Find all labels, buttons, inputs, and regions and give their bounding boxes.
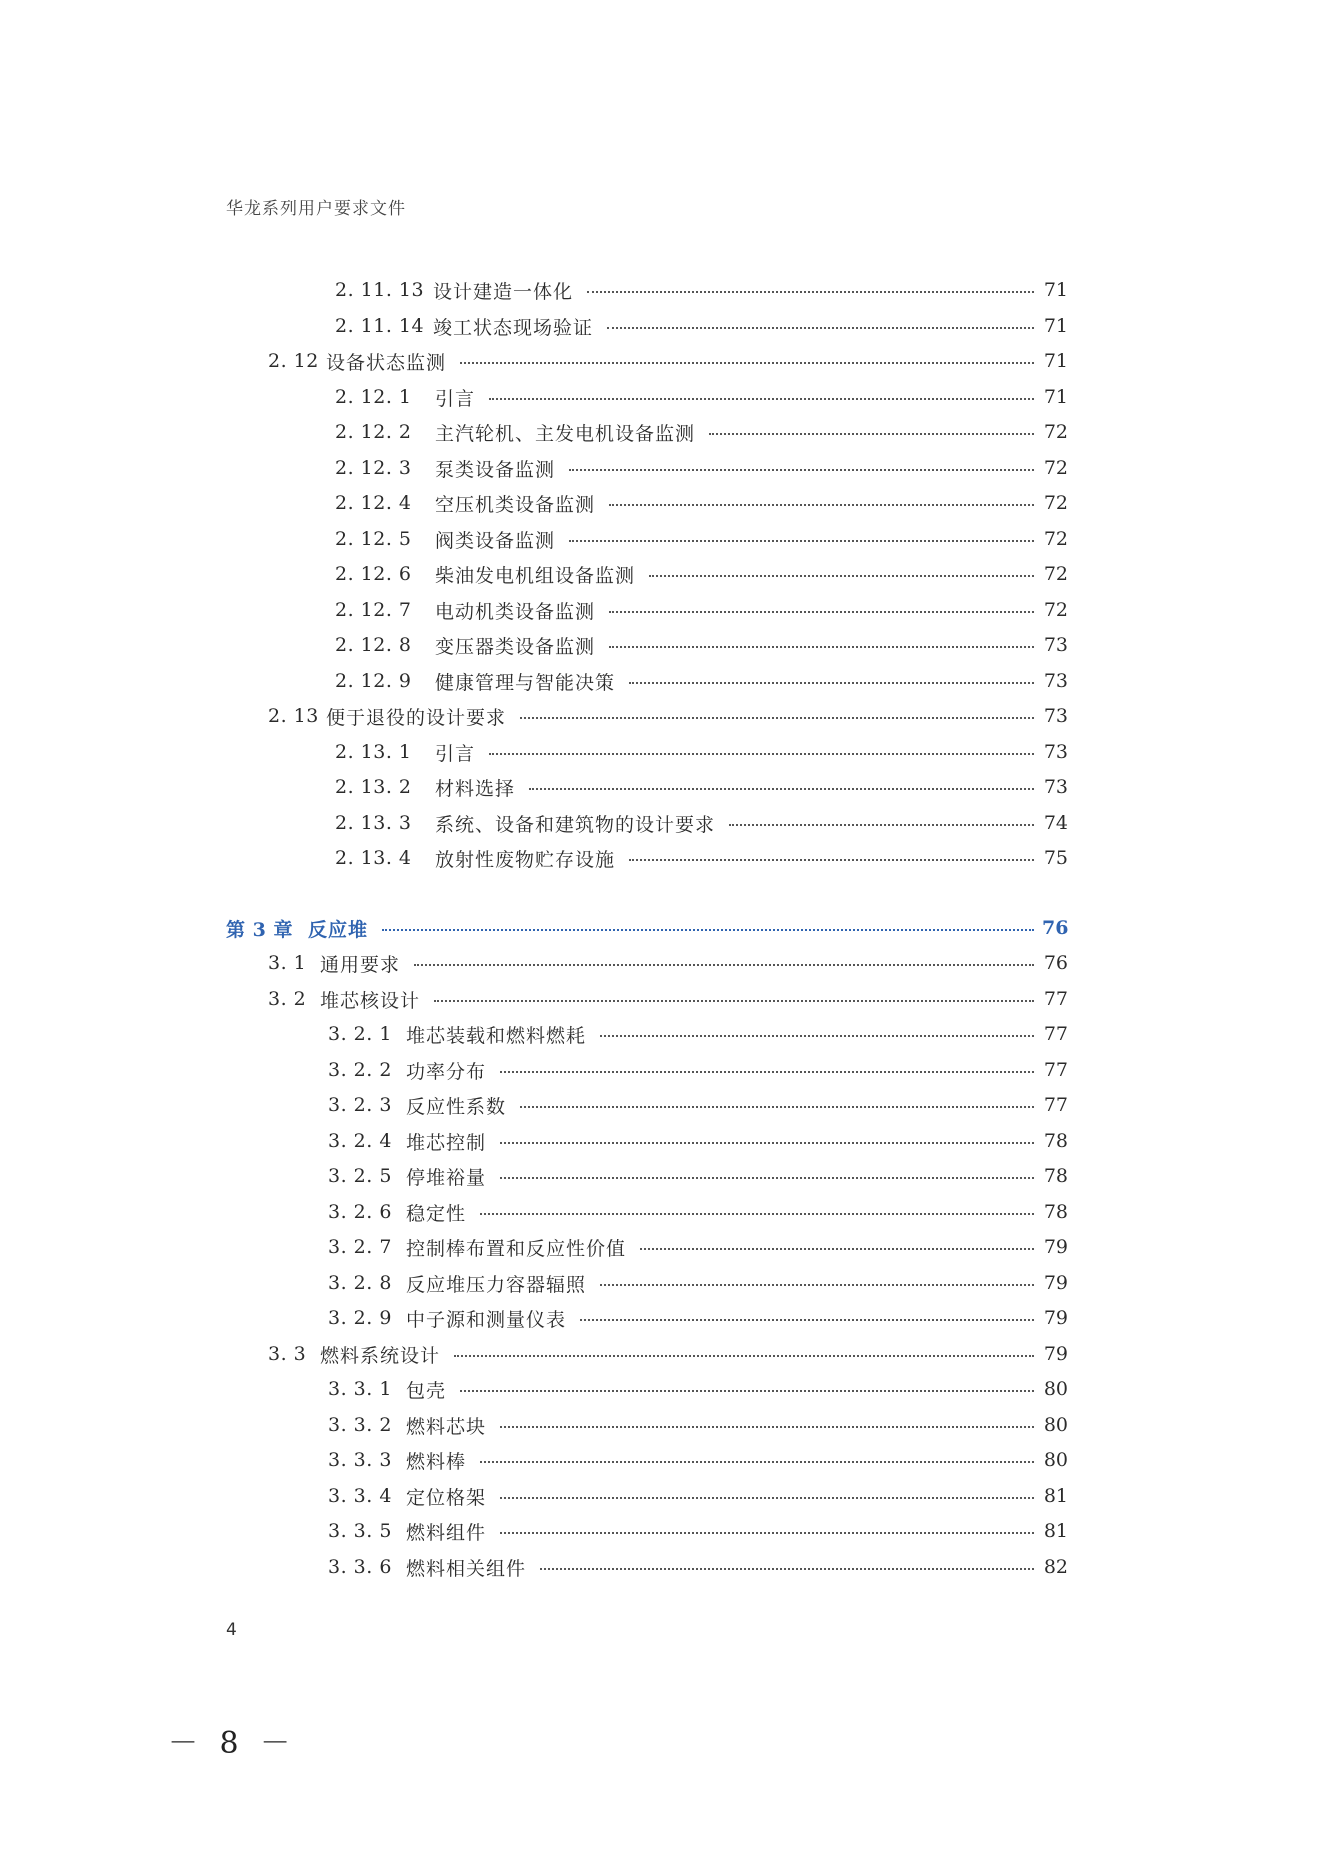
toc-dot-leader <box>569 469 1034 471</box>
toc-entry-page: 78 <box>1043 1201 1068 1223</box>
toc-entry-number: 2. 12 <box>268 350 319 372</box>
toc-dot-leader <box>460 362 1034 364</box>
toc-entry <box>328 1197 1068 1227</box>
toc-entry <box>335 524 1068 554</box>
toc-entry-page: 82 <box>1043 1556 1068 1578</box>
toc-dot-leader <box>607 327 1034 329</box>
toc-entry-title: 堆芯控制 <box>406 1131 487 1154</box>
toc-entry-title: 通用要求 <box>320 953 401 976</box>
toc-entry <box>328 1445 1068 1475</box>
toc-entry-number: 3. 2. 8 <box>328 1272 392 1294</box>
toc-entry-number: 3. 3. 3 <box>328 1449 392 1471</box>
toc-entry-number: 3. 3. 5 <box>328 1520 392 1542</box>
toc-entry-number: 3. 1 <box>268 952 307 974</box>
toc-entry-title: 变压器类设备监测 <box>435 635 596 658</box>
toc-dot-leader <box>709 433 1034 435</box>
toc-entry <box>328 1268 1068 1298</box>
toc-chapter-entry <box>226 913 1068 943</box>
toc-entry <box>335 772 1068 802</box>
toc-entry-page: 71 <box>1043 315 1068 337</box>
running-header: 华龙系列用户要求文件 <box>226 199 406 219</box>
toc-dot-leader <box>649 575 1034 577</box>
toc-entry-title: 引言 <box>435 742 476 765</box>
toc-entry-number: 3. 3. 6 <box>328 1556 392 1578</box>
toc-entry <box>328 1019 1068 1049</box>
toc-entry-page: 79 <box>1043 1236 1068 1258</box>
toc-entry-page: 73 <box>1043 741 1068 763</box>
toc-entry-number: 2. 12. 5 <box>335 528 412 550</box>
toc-entry <box>268 701 1068 731</box>
toc-entry-page: 72 <box>1043 599 1068 621</box>
toc-entry-title: 设计建造一体化 <box>433 280 574 303</box>
toc-entry-title: 系统、设备和建筑物的设计要求 <box>435 813 716 836</box>
toc-entry-page: 77 <box>1043 1059 1068 1081</box>
toc-entry-number: 3. 2. 2 <box>328 1059 392 1081</box>
toc-entry-page: 72 <box>1043 421 1068 443</box>
toc-entry-page: 81 <box>1043 1485 1068 1507</box>
toc-entry-title: 健康管理与智能决策 <box>435 671 616 694</box>
toc-entry-number: 2. 13. 4 <box>335 847 412 869</box>
toc-entry-title: 控制棒布置和反应性价值 <box>406 1237 627 1260</box>
toc-entry <box>335 488 1068 518</box>
toc-entry-number: 2. 13. 2 <box>335 776 412 798</box>
toc-entry-page: 78 <box>1043 1130 1068 1152</box>
toc-entry-number: 3. 2. 9 <box>328 1307 392 1329</box>
toc-entry-number: 2. 11. 14 <box>335 315 425 337</box>
toc-entry-number: 3. 2. 4 <box>328 1130 392 1152</box>
toc-entry-number: 2. 12. 8 <box>335 634 412 656</box>
toc-entry-title: 堆芯核设计 <box>320 989 421 1012</box>
toc-entry-page: 77 <box>1043 1094 1068 1116</box>
toc-entry <box>335 737 1068 767</box>
toc-dot-leader <box>500 1426 1034 1428</box>
toc-entry-page: 72 <box>1043 563 1068 585</box>
toc-entry-page: 71 <box>1043 279 1068 301</box>
toc-entry-page: 73 <box>1043 670 1068 692</box>
toc-entry-number: 3. 3. 2 <box>328 1414 392 1436</box>
toc-entry-page: 80 <box>1043 1449 1068 1471</box>
toc-entry-title: 放射性废物贮存设施 <box>435 848 616 871</box>
toc-entry <box>335 453 1068 483</box>
toc-dot-leader <box>540 1568 1034 1570</box>
toc-dot-leader <box>529 788 1034 790</box>
toc-dot-leader <box>600 1035 1034 1037</box>
toc-dot-leader <box>500 1071 1034 1073</box>
toc-entry-page: 79 <box>1043 1272 1068 1294</box>
toc-entry-title: 功率分布 <box>406 1060 487 1083</box>
toc-entry <box>335 311 1068 341</box>
toc-dot-leader <box>454 1355 1034 1357</box>
toc-entry-title: 反应堆压力容器辐照 <box>406 1273 587 1296</box>
toc-dot-leader <box>629 859 1034 861</box>
toc-entry <box>328 1090 1068 1120</box>
toc-dot-leader <box>480 1461 1034 1463</box>
toc-entry-title: 设备状态监测 <box>326 351 447 374</box>
toc-entry-number: 2. 11. 13 <box>335 279 425 301</box>
toc-dot-leader <box>520 1106 1034 1108</box>
toc-dot-leader <box>580 1319 1034 1321</box>
toc-entry-page: 72 <box>1043 528 1068 550</box>
toc-entry <box>328 1126 1068 1156</box>
toc-dot-leader <box>382 929 1034 931</box>
toc-entry <box>328 1055 1068 1085</box>
toc-entry <box>335 417 1068 447</box>
toc-dot-leader <box>434 1000 1034 1002</box>
toc-entry-title: 燃料棒 <box>406 1450 467 1473</box>
toc-entry <box>328 1410 1068 1440</box>
toc-dot-leader <box>500 1142 1034 1144</box>
toc-entry-title: 空压机类设备监测 <box>435 493 596 516</box>
toc-entry-page: 72 <box>1043 492 1068 514</box>
toc-entry-number: 第 3 章 <box>226 918 293 941</box>
toc-entry-number: 2. 12. 3 <box>335 457 412 479</box>
toc-entry <box>328 1303 1068 1333</box>
toc-entry-page: 77 <box>1043 988 1068 1010</box>
toc-entry-title: 主汽轮机、主发电机设备监测 <box>435 422 696 445</box>
toc-entry-title: 稳定性 <box>406 1202 467 1225</box>
toc-entry <box>335 382 1068 412</box>
toc-entry-page: 74 <box>1043 812 1068 834</box>
toc-entry-title: 燃料组件 <box>406 1521 487 1544</box>
toc-entry-title: 便于退役的设计要求 <box>326 706 507 729</box>
toc-entry-title: 阀类设备监测 <box>435 529 556 552</box>
toc-entry-number: 3. 3 <box>268 1343 307 1365</box>
toc-dot-leader <box>609 504 1034 506</box>
toc-entry <box>268 948 1068 978</box>
toc-entry-title: 堆芯装载和燃料燃耗 <box>406 1024 587 1047</box>
toc-entry <box>268 984 1068 1014</box>
toc-entry-number: 2. 12. 6 <box>335 563 412 585</box>
toc-dot-leader <box>609 646 1034 648</box>
toc-entry-number: 3. 3. 4 <box>328 1485 392 1507</box>
toc-dot-leader <box>489 753 1034 755</box>
toc-dot-leader <box>489 398 1034 400</box>
toc-entry-page: 71 <box>1043 350 1068 372</box>
toc-entry <box>268 346 1068 376</box>
toc-entry-title: 包壳 <box>406 1379 447 1402</box>
toc-entry-title: 停堆裕量 <box>406 1166 487 1189</box>
toc-entry-page: 77 <box>1043 1023 1068 1045</box>
toc-entry <box>335 666 1068 696</box>
toc-entry <box>328 1516 1068 1546</box>
toc-entry-number: 3. 2. 7 <box>328 1236 392 1258</box>
toc-entry-title: 竣工状态现场验证 <box>433 316 594 339</box>
document-page-number: － 8 － <box>168 1726 297 1761</box>
toc-entry <box>328 1161 1068 1191</box>
toc-dot-leader <box>609 611 1034 613</box>
toc-entry <box>328 1552 1068 1582</box>
toc-entry-title: 燃料芯块 <box>406 1415 487 1438</box>
toc-entry-title: 燃料系统设计 <box>320 1344 441 1367</box>
toc-entry-page: 78 <box>1043 1165 1068 1187</box>
toc-entry-page: 80 <box>1043 1414 1068 1436</box>
toc-dot-leader <box>460 1390 1034 1392</box>
toc-dot-leader <box>500 1177 1034 1179</box>
toc-entry-title: 反应性系数 <box>406 1095 507 1118</box>
toc-entry <box>335 559 1068 589</box>
toc-entry-number: 3. 2. 3 <box>328 1094 392 1116</box>
toc-entry-number: 3. 3. 1 <box>328 1378 392 1400</box>
toc-entry-number: 2. 12. 2 <box>335 421 412 443</box>
toc-entry-title: 电动机类设备监测 <box>435 600 596 623</box>
toc-entry-page: 73 <box>1043 776 1068 798</box>
toc-entry-page: 71 <box>1043 386 1068 408</box>
toc-entry-page: 79 <box>1043 1343 1068 1365</box>
toc-entry <box>335 808 1068 838</box>
toc-entry-number: 2. 13 <box>268 705 319 727</box>
toc-dot-leader <box>729 824 1034 826</box>
toc-entry-number: 3. 2. 5 <box>328 1165 392 1187</box>
toc-entry-number: 3. 2. 6 <box>328 1201 392 1223</box>
toc-entry-title: 燃料相关组件 <box>406 1557 527 1580</box>
toc-entry <box>335 275 1068 305</box>
toc-entry-page: 73 <box>1043 705 1068 727</box>
toc-entry-page: 75 <box>1043 847 1068 869</box>
toc-dot-leader <box>640 1248 1034 1250</box>
toc-entry <box>335 595 1068 625</box>
toc-entry-number: 2. 12. 7 <box>335 599 412 621</box>
toc-entry-page: 76 <box>1042 917 1069 939</box>
toc-dot-leader <box>500 1497 1034 1499</box>
toc-dot-leader <box>569 540 1034 542</box>
toc-entry-page: 81 <box>1043 1520 1068 1542</box>
toc-entry-number: 3. 2 <box>268 988 307 1010</box>
toc-dot-leader <box>500 1532 1034 1534</box>
toc-dot-leader <box>414 964 1034 966</box>
toc-dot-leader <box>629 682 1034 684</box>
toc-entry-page: 72 <box>1043 457 1068 479</box>
toc-entry-page: 76 <box>1043 952 1068 974</box>
toc-entry-title: 反应堆 <box>308 918 369 941</box>
book-page-number: 4 <box>226 1620 237 1640</box>
toc-entry-title: 定位格架 <box>406 1486 487 1509</box>
toc-entry-page: 73 <box>1043 634 1068 656</box>
toc-entry-number: 3. 2. 1 <box>328 1023 392 1045</box>
toc-entry <box>328 1481 1068 1511</box>
toc-entry-number: 2. 12. 4 <box>335 492 412 514</box>
toc-entry-page: 79 <box>1043 1307 1068 1329</box>
toc-entry-number: 2. 13. 1 <box>335 741 412 763</box>
toc-entry-number: 2. 13. 3 <box>335 812 412 834</box>
toc-entry-number: 2. 12. 1 <box>335 386 412 408</box>
toc-entry-number: 2. 12. 9 <box>335 670 412 692</box>
toc-entry-title: 泵类设备监测 <box>435 458 556 481</box>
toc-entry-title: 中子源和测量仪表 <box>406 1308 567 1331</box>
toc-entry <box>328 1374 1068 1404</box>
toc-entry-title: 柴油发电机组设备监测 <box>435 564 636 587</box>
toc-entry <box>268 1339 1068 1369</box>
toc-entry <box>335 630 1068 660</box>
toc-entry-title: 材料选择 <box>435 777 516 800</box>
toc-entry-title: 引言 <box>435 387 476 410</box>
toc-dot-leader <box>480 1213 1034 1215</box>
toc-entry-page: 80 <box>1043 1378 1068 1400</box>
toc-dot-leader <box>600 1284 1034 1286</box>
toc-entry <box>335 843 1068 873</box>
toc-entry <box>328 1232 1068 1262</box>
toc-dot-leader <box>587 291 1034 293</box>
toc-dot-leader <box>520 717 1034 719</box>
